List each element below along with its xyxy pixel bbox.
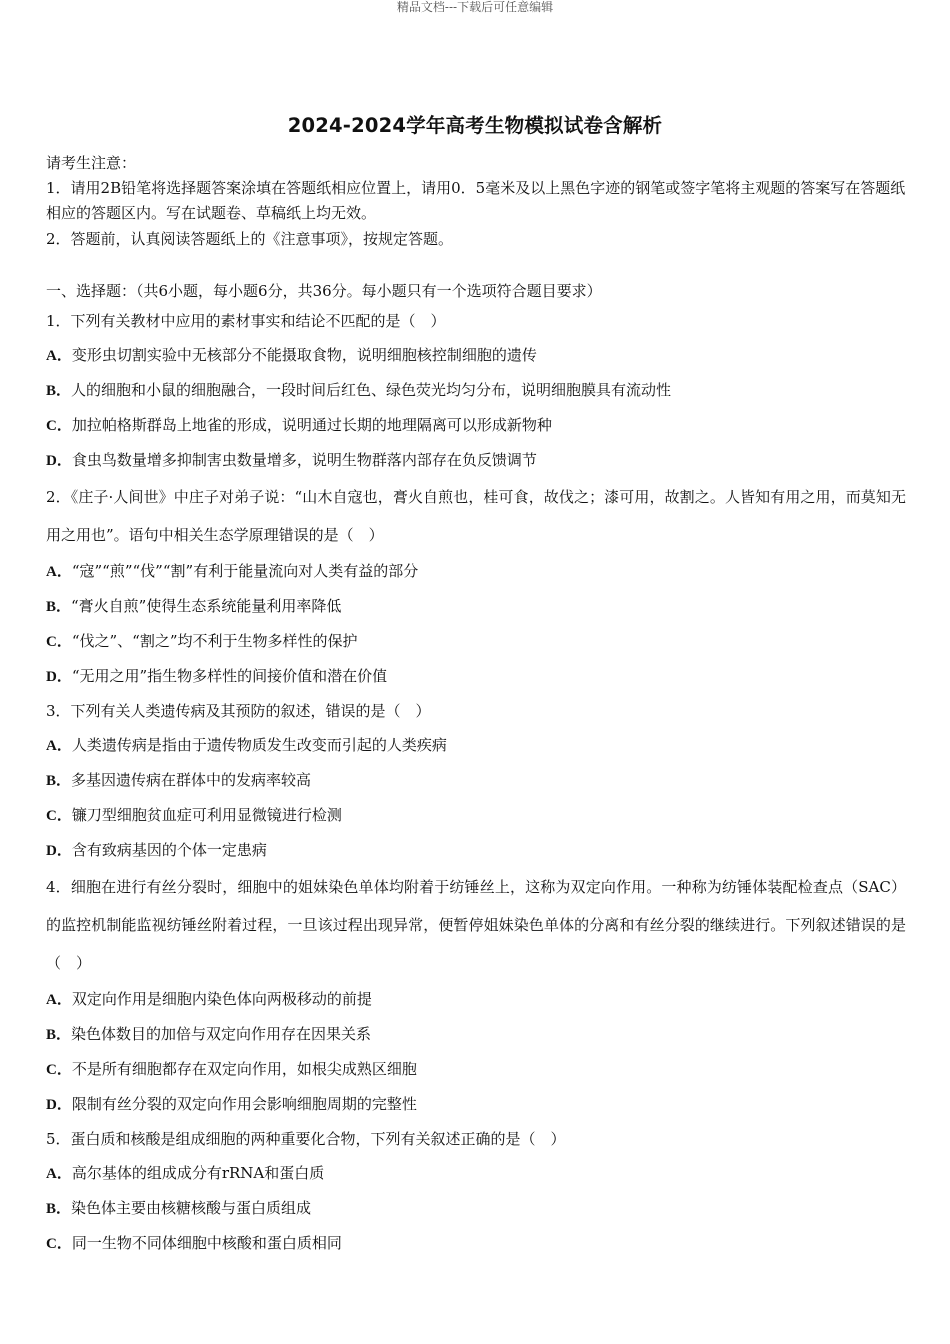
option-text: 含有致病基因的个体一定患病 (71, 841, 267, 859)
question-2 (46, 478, 906, 694)
option-letter: C． (46, 634, 72, 650)
option-text: 食虫鸟数量增多抑制害虫数量增多，说明生物群落内部存在负反馈调节 (71, 451, 537, 469)
section-heading: 一、选择题：（共6小题，每小题6分，共36分。每小题只有一个选项符合题目要求） (46, 282, 602, 300)
option-letter: A． (46, 738, 72, 754)
option-letter: A． (46, 348, 72, 364)
question-5 (46, 1122, 906, 1261)
option-text: 加拉帕格斯群岛上地雀的形成，说明通过长期的地理隔离可以形成新物种 (71, 416, 552, 434)
option-text: 镰刀型细胞贫血症可利用显微镜进行检测 (71, 806, 342, 824)
option-letter: B． (46, 1201, 72, 1217)
option-letter: D． (46, 1097, 72, 1113)
option-c (46, 624, 906, 659)
option-c (46, 798, 906, 833)
option-text: 同一生物不同体细胞中核酸和蛋白质相同 (71, 1234, 342, 1252)
question-1 (46, 304, 906, 478)
option-text: “寇”“煎”“伐”“割”有利于能量流向对人类有益的部分 (71, 562, 419, 580)
option-b (46, 1191, 906, 1226)
option-c (46, 1052, 906, 1087)
notice-item-2: 2．答题前，认真阅读答题纸上的《注意事项》，按规定答题。 (46, 230, 454, 248)
option-a (46, 1156, 906, 1191)
option-d (46, 833, 906, 868)
option-text: “膏火自煎”使得生态系统能量利用率降低 (71, 597, 342, 615)
option-text: 限制有丝分裂的双定向作用会影响细胞周期的完整性 (71, 1095, 417, 1113)
option-letter: A． (46, 564, 72, 580)
notice-heading: 请考生注意： (46, 154, 137, 172)
option-letter: B． (46, 599, 72, 615)
option-d (46, 443, 906, 478)
option-text: 变形虫切割实验中无核部分不能摄取食物，说明细胞核控制细胞的遗传 (71, 346, 537, 364)
option-letter: C． (46, 1236, 72, 1252)
option-letter: B． (46, 383, 72, 399)
option-text: “无用之用”指生物多样性的间接价值和潜在价值 (71, 667, 388, 685)
option-text: 不是所有细胞都存在双定向作用，如根尖成熟区细胞 (71, 1060, 417, 1078)
notice-block (46, 150, 906, 252)
option-text: 人的细胞和小鼠的细胞融合，一段时间后红色、绿色荧光均匀分布，说明细胞膜具有流动性 (71, 381, 672, 399)
option-b (46, 589, 906, 624)
option-letter: D． (46, 669, 72, 685)
question-stem: 1．下列有关教材中应用的素材事实和结论不匹配的是（ ） (46, 312, 446, 330)
option-text: 染色体主要由核糖核酸与蛋白质组成 (71, 1199, 312, 1217)
option-letter: B． (46, 773, 72, 789)
notice-item-1: 1．请用2B铅笔将选择题答案涂填在答题纸相应位置上，请用0．5毫米及以上黑色字迹的钢笔或签字笔将主观题的答案写在答题纸相应的答题区内。写在试题卷、草稿纸上均无效。 (46, 179, 906, 222)
option-a (46, 554, 906, 589)
option-b (46, 1017, 906, 1052)
option-text: 双定向作用是细胞内染色体向两极移动的前提 (71, 990, 372, 1008)
option-text: 高尔基体的组成成分有rRNA和蛋白质 (71, 1164, 325, 1182)
question-4 (46, 868, 906, 1122)
option-text: 多基因遗传病在群体中的发病率较高 (71, 771, 312, 789)
option-letter: B． (46, 1027, 72, 1043)
question-stem: 3．下列有关人类遗传病及其预防的叙述，错误的是（ ） (46, 702, 431, 720)
option-d (46, 659, 906, 694)
page-title: 2024-2024学年高考生物模拟试卷含解析 (287, 114, 663, 137)
question-stem: 2．《庄子·人间世》中庄子对弟子说：“山木自寇也，膏火自煎也，桂可食，故伐之；漆可用，故割之。人皆知有用之用，而莫知无用之用也”。语句中相关生态学原理错误的是（ ） (46, 488, 906, 544)
question-stem: 4．细胞在进行有丝分裂时，细胞中的姐妹染色单体均附着于纺锤丝上，这称为双定向作用。一种称为纺锤体装配检查点（SAC）的监控机制能监视纺锤丝附着过程，一旦该过程出现异常，便暂停姐妹染色单体的分离和有丝分裂的继续进行。下列叙述错误的是（ ） (46, 878, 906, 972)
option-letter: A． (46, 1166, 72, 1182)
option-c (46, 1226, 906, 1261)
document-body (46, 150, 906, 1261)
option-text: “伐之”、“割之”均不利于生物多样性的保护 (71, 632, 358, 650)
option-text: 人类遗传病是指由于遗传物质发生改变而引起的人类疾病 (71, 736, 447, 754)
option-c (46, 408, 906, 443)
option-letter: A． (46, 992, 72, 1008)
question-3 (46, 694, 906, 868)
option-b (46, 763, 906, 798)
option-d (46, 1087, 906, 1122)
option-letter: C． (46, 808, 72, 824)
option-letter: C． (46, 1062, 72, 1078)
option-a (46, 338, 906, 373)
option-letter: C． (46, 418, 72, 434)
question-stem: 5．蛋白质和核酸是组成细胞的两种重要化合物，下列有关叙述正确的是（ ） (46, 1130, 566, 1148)
option-letter: D． (46, 453, 72, 469)
option-b (46, 373, 906, 408)
page-header: 精品文档---下载后可任意编辑 (396, 0, 554, 14)
option-a (46, 728, 906, 763)
option-text: 染色体数目的加倍与双定向作用存在因果关系 (71, 1025, 372, 1043)
option-letter: D． (46, 843, 72, 859)
option-a (46, 982, 906, 1017)
